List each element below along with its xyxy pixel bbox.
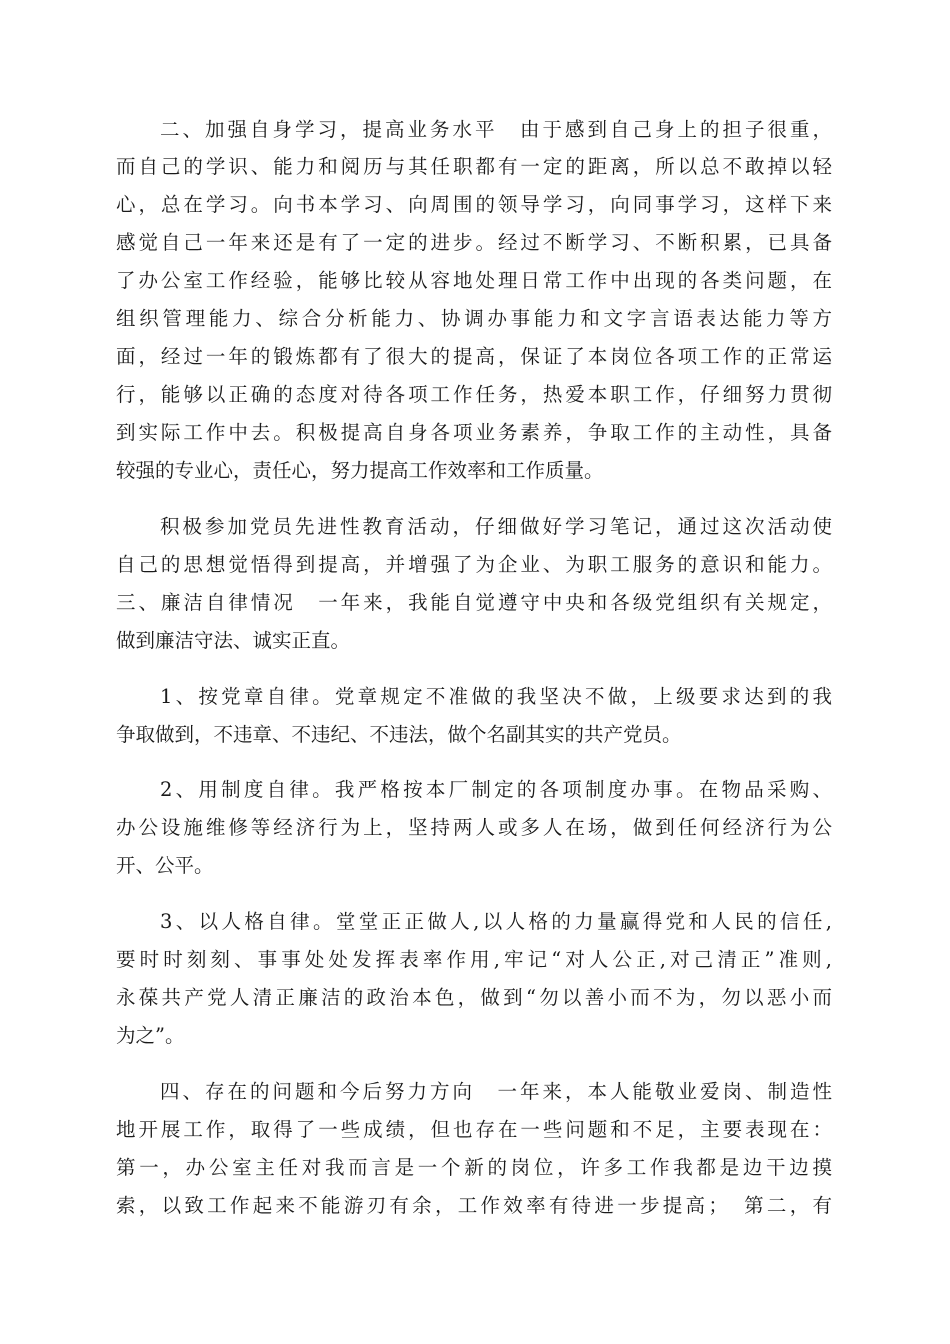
p2-line-1: 积极参加党员先进性教育活动，仔细做好学习笔记，通过这次活动使 (160, 515, 832, 538)
p6-line-2: 地开展工作，取得了一些成绩，但也存在一些问题和不足，主要表现在： (116, 1118, 832, 1141)
p1-line-3: 心，总在学习。向书本学习、向周围的领导学习，向同事学习，这样下来 (116, 193, 832, 216)
p6-line-1: 四、存在的问题和今后努力方向 一年来，本人能敬业爱岗、制造性 (160, 1080, 832, 1103)
p1-line-9: 到实际工作中去。积极提高自身各项业务素养，争取工作的主动性，具备 (116, 421, 832, 444)
p4-line-1: 2、用制度自律。我严格按本厂制定的各项制度办事。在物品采购、 (160, 778, 832, 801)
p5-line-1: 3、以人格自律。堂堂正正做人,以人格的力量赢得党和人民的信任, (160, 910, 832, 933)
p1-line-1: 二、加强自身学习，提高业务水平 由于感到自己身上的担子很重， (160, 118, 832, 141)
p5-line-2: 要时时刻刻、事事处处发挥表率作用,牢记“对人公正,对己清正”准则, (116, 948, 832, 971)
p1-line-7: 面，经过一年的锻炼都有了很大的提高，保证了本岗位各项工作的正常运 (116, 345, 832, 368)
p3-line-2: 争取做到，不违章、不违纪、不违法，做个名副其实的共产党员。 (116, 723, 682, 746)
p4-line-3: 开、公平。 (116, 854, 214, 877)
p4-line-2: 办公设施维修等经济行为上，坚持两人或多人在场，做到任何经济行为公 (116, 816, 832, 839)
p5-line-4: 为之”。 (116, 1024, 185, 1047)
p3-line-1: 1、按党章自律。党章规定不准做的我坚决不做，上级要求达到的我 (160, 685, 832, 708)
p1-line-5: 了办公室工作经验，能够比较从容地处理日常工作中出现的各类问题，在 (116, 269, 832, 292)
p1-line-8: 行，能够以正确的态度对待各项工作任务，热爱本职工作，仔细努力贯彻 (116, 383, 832, 406)
p1-line-10: 较强的专业心，责任心，努力提高工作效率和工作质量。 (116, 459, 604, 482)
p2-line-3: 三、廉洁自律情况 一年来，我能自觉遵守中央和各级党组织有关规定， (116, 591, 832, 614)
p6-line-3: 第一，办公室主任对我而言是一个新的岗位，许多工作我都是边干边摸 (116, 1156, 832, 1179)
p1-line-6: 组织管理能力、综合分析能力、协调办事能力和文字言语表达能力等方 (116, 307, 832, 330)
p2-line-4: 做到廉洁守法、诚实正直。 (116, 629, 351, 652)
p5-line-3: 永葆共产党人清正廉洁的政治本色，做到“勿以善小而不为，勿以恶小而 (116, 986, 832, 1009)
p1-line-4: 感觉自己一年来还是有了一定的进步。经过不断学习、不断积累，已具备 (116, 231, 832, 254)
p6-line-4: 索，以致工作起来不能游刃有余，工作效率有待进一步提高； 第二，有 (116, 1194, 832, 1217)
p2-line-2: 自己的思想觉悟得到提高，并增强了为企业、为职工服务的意识和能力。 (116, 553, 832, 576)
p1-line-2: 而自己的学识、能力和阅历与其任职都有一定的距离，所以总不敢掉以轻 (116, 155, 832, 178)
